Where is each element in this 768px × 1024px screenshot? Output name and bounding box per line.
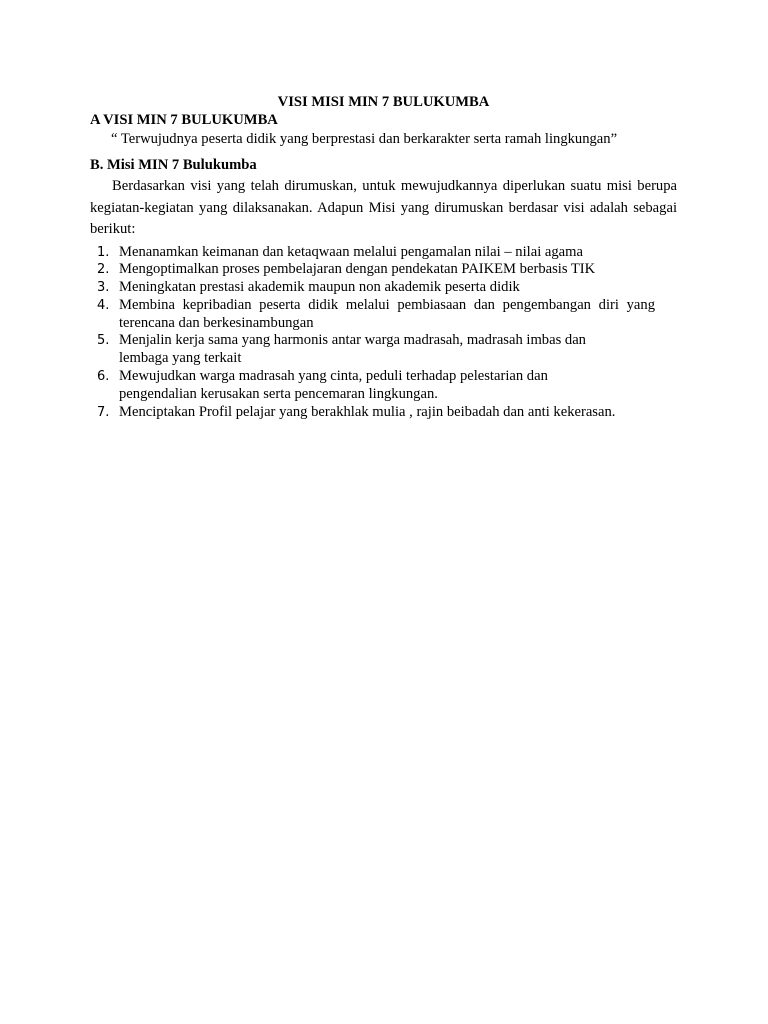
mission-text: Menjalin kerja sama yang harmonis antar warga madrasah, madrasah imbas dan lembaga yang terkait bbox=[119, 332, 586, 367]
mission-number: 7. bbox=[97, 404, 110, 420]
mission-item-7 bbox=[90, 404, 677, 422]
mission-item-6 bbox=[90, 368, 677, 404]
mission-number: 3. bbox=[97, 280, 110, 296]
mission-number: 6. bbox=[97, 369, 110, 385]
mission-item-4 bbox=[90, 297, 677, 333]
mission-item-3 bbox=[90, 279, 677, 297]
document-body bbox=[90, 94, 677, 421]
section-a-heading: A VISI MIN 7 BULUKUMBA bbox=[90, 111, 278, 128]
mission-text: Membina kepribadian peserta didik melalui pembiasaan dan pengembangan diri yang terencana dan berkesinambungan bbox=[119, 296, 655, 331]
mission-item-1 bbox=[90, 244, 677, 262]
mission-text: Menciptakan Profil pelajar yang berakhlak mulia , rajin beibadah dan anti kekerasan. bbox=[119, 403, 616, 420]
document-title: VISI MISI MIN 7 BULUKUMBA bbox=[277, 94, 490, 110]
mission-text: Mewujudkan warga madrasah yang cinta, peduli terhadap pelestarian dan pengendalian kerusakan serta pencemaran lingkungan. bbox=[119, 368, 548, 402]
mission-item-2 bbox=[90, 261, 677, 279]
mission-number: 4. bbox=[97, 297, 110, 313]
mission-number: 1. bbox=[97, 244, 110, 260]
mission-intro-paragraph: Berdasarkan visi yang telah dirumuskan, untuk mewujudkannya diperlukan suatu misi berupa kegiatan-kegiatan yang dilaksanakan. Adapun Misi yang dirumuskan berdasar visi adalah sebagai berikut: bbox=[90, 178, 677, 237]
vision-statement: “ Terwujudnya peserta didik yang berprestasi dan berkarakter serta ramah lingkungan” bbox=[111, 131, 618, 147]
mission-text: Meningkatan prestasi akademik maupun non akademik peserta didik bbox=[119, 279, 520, 296]
mission-text: Menanamkan keimanan dan ketaqwaan melalui pengamalan nilai – nilai agama bbox=[119, 243, 583, 260]
mission-list bbox=[90, 244, 677, 422]
mission-text: Mengoptimalkan proses pembelajaran dengan pendekatan PAIKEM berbasis TIK bbox=[119, 261, 596, 278]
section-b-heading: B. Misi MIN 7 Bulukumba bbox=[90, 156, 257, 173]
mission-number: 2. bbox=[97, 262, 110, 278]
mission-number: 5. bbox=[97, 333, 110, 349]
mission-item-5 bbox=[90, 332, 677, 368]
